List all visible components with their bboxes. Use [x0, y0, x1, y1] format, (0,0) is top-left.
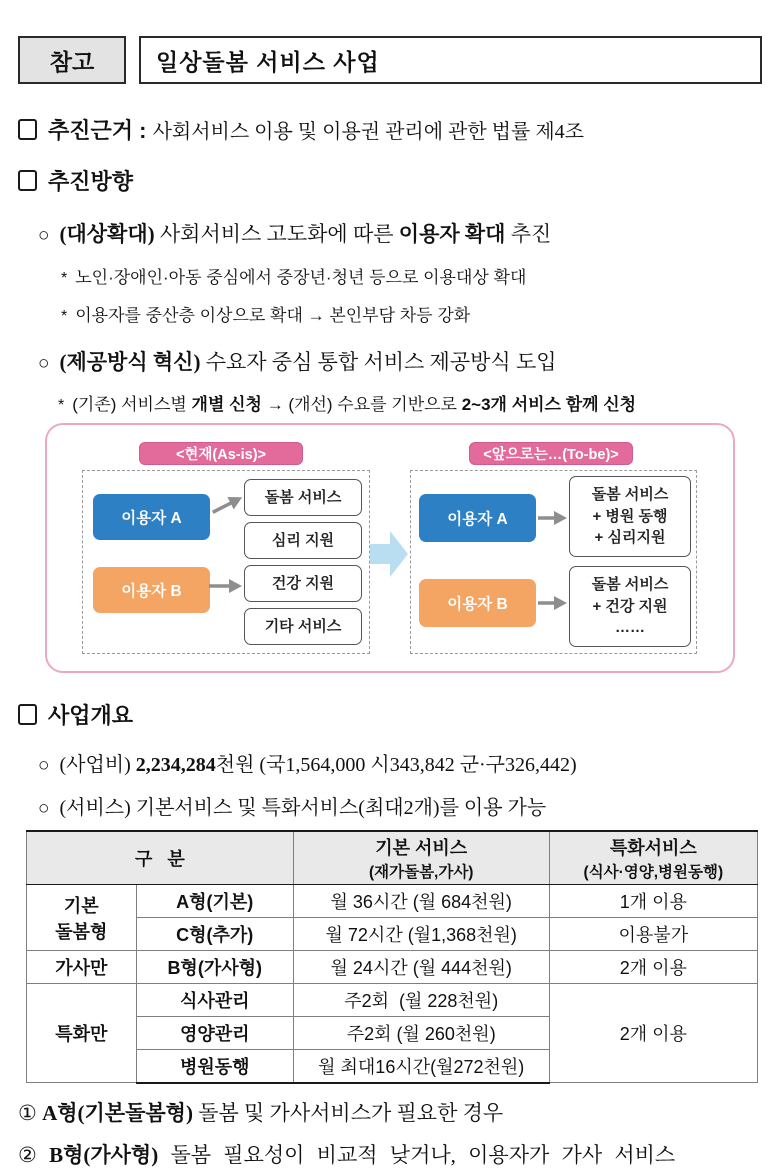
- asterisk-bullet-icon: *: [61, 270, 68, 287]
- text-segment: (서비스) 기본서비스 및 특화서비스(최대2개)를 이용 가능: [59, 797, 547, 819]
- right-arrow-icon: [209, 578, 243, 599]
- service-box-etc: 기타 서비스: [244, 608, 362, 645]
- table-row: [27, 984, 758, 1017]
- tobe-title-badge: <앞으로는…(To-be)>: [469, 442, 633, 465]
- circle-bullet-icon: ○: [38, 755, 50, 776]
- table-header-row: [27, 831, 758, 885]
- table-row: [27, 885, 758, 918]
- type-cell: C형(추가): [136, 918, 293, 951]
- checkbox-bullet-icon: [18, 704, 37, 725]
- expand-text: [59, 222, 551, 246]
- text-segment: (제공방식 혁신): [59, 350, 201, 374]
- service-box-care: 돌봄 서비스: [244, 479, 362, 516]
- service-bundle-b-box: [569, 566, 691, 647]
- bundle-line: + 심리지원: [594, 529, 666, 547]
- bundle-line: + 건강 지원: [592, 597, 668, 615]
- table-header: [27, 831, 758, 885]
- text-segment: 사회서비스 이용 및 이용권 관리에 관한 법률 제4조: [152, 121, 584, 143]
- overview-heading-text: [48, 699, 133, 730]
- header-special-line2: (식사·영양,병원동행): [583, 864, 724, 881]
- method-subnote: [58, 390, 762, 415]
- type-cell: B형(가사형): [136, 951, 293, 984]
- asis-panel: [82, 470, 370, 654]
- bundle-line: 돌봄 서비스: [591, 575, 669, 593]
- service-text: [59, 797, 546, 819]
- right-up-arrow-icon: [209, 487, 245, 528]
- basic-value-cell: 주2회 (월 228천원): [293, 984, 549, 1017]
- header-cell-category: 구 분: [27, 831, 294, 885]
- basic-value-cell: 주2회 (월 260천원): [293, 1017, 549, 1050]
- type-cell: 식사관리: [136, 984, 293, 1017]
- tobe-panel: [410, 470, 697, 654]
- header-cell-basic: [293, 831, 549, 885]
- text-segment: 추진방향: [48, 169, 134, 194]
- text-segment: 이용자를 중산층 이상으로 확대 → 본인부담 차등 강화: [75, 306, 471, 325]
- text-segment: 2~3개 서비스 함께 신청: [461, 395, 637, 414]
- special-value-cell: 2개 이용: [549, 951, 757, 984]
- header-basic-line1: 기본 서비스: [375, 838, 468, 858]
- service-price-table: [26, 830, 758, 1084]
- basic-value-cell: 월 36시간 (월 684천원): [293, 885, 549, 918]
- text-segment: 천원 (국1,564,000 시343,842 군·구326,442): [215, 754, 577, 776]
- direction-heading-text: [48, 165, 133, 196]
- checkbox-bullet-icon: [18, 170, 37, 191]
- user-a-box: 이용자 A: [419, 494, 536, 542]
- service-box-health: 건강 지원: [244, 565, 362, 602]
- header-cell-special: [549, 831, 757, 885]
- group-label-line: 돌봄형: [55, 921, 108, 942]
- right-arrow-icon: [538, 595, 568, 616]
- text-segment: 돌봄 필요성이 비교적 낮거나, 이용자가 가사 서비스: [158, 1142, 676, 1167]
- right-arrow-icon: [538, 510, 568, 531]
- asterisk-bullet-icon: *: [61, 308, 68, 325]
- text-segment: 사업개요: [48, 703, 134, 728]
- direction-item-method: [38, 346, 762, 376]
- group-label-line: 기본: [63, 895, 99, 916]
- header-special-line1: 특화서비스: [609, 838, 697, 858]
- method-text: [59, 350, 556, 374]
- expand-subnote-1: [61, 263, 762, 288]
- reference-tag: 참고: [18, 36, 126, 84]
- text-segment: 수요자 중심 통합 서비스 제공방식 도입: [200, 350, 557, 374]
- text-segment: ①: [18, 1100, 43, 1125]
- asis-title-badge: <현재(As-is)>: [139, 442, 303, 465]
- group-cell-special-only: 특화만: [27, 984, 137, 1083]
- text-segment: B형(가사형): [49, 1142, 159, 1167]
- document-header: [18, 36, 762, 84]
- text-segment: 개별 신청: [191, 395, 262, 414]
- bundle-line: ……: [615, 619, 645, 637]
- bundle-line: 돌봄 서비스: [591, 485, 669, 503]
- checkbox-bullet-icon: [18, 119, 37, 140]
- text-segment: ②: [18, 1142, 50, 1167]
- group-cell-basic-care: [27, 885, 137, 951]
- special-value-cell: 이용불가: [549, 918, 757, 951]
- expand-subnote-1-text: [75, 268, 526, 287]
- circle-bullet-icon: ○: [38, 225, 50, 246]
- budget-text: [59, 754, 576, 776]
- text-segment: (기존) 서비스별: [72, 395, 192, 414]
- expand-subnote-2-text: [75, 306, 470, 325]
- special-value-cell: 1개 이용: [549, 885, 757, 918]
- table-row: [27, 918, 758, 951]
- type-cell: A형(기본): [136, 885, 293, 918]
- expand-subnote-2: [61, 301, 762, 326]
- table-row: [27, 951, 758, 984]
- page-title: 일상돌봄 서비스 사업: [139, 36, 762, 84]
- bundle-line: + 병원 동행: [592, 507, 668, 525]
- method-subnote-text: [72, 395, 636, 414]
- service-bundle-a-box: [569, 476, 691, 557]
- user-a-box: 이용자 A: [93, 494, 210, 540]
- overview-item-service: [38, 791, 762, 820]
- basic-value-cell: 월 최대16시간(월272천원): [293, 1050, 549, 1083]
- footnote-type-b: [18, 1139, 762, 1169]
- basis-text: [48, 114, 584, 145]
- asis-tobe-diagram: [45, 423, 735, 673]
- service-box-psych: 심리 지원: [244, 522, 362, 559]
- text-segment: 돌봄 및 가사서비스가 필요한 경우: [192, 1100, 504, 1125]
- section-overview-heading: [18, 699, 762, 730]
- text-segment: 2,234,284: [135, 754, 216, 776]
- user-b-box: 이용자 B: [419, 579, 536, 627]
- text-segment: 이용자 확대: [398, 222, 506, 246]
- basic-value-cell: 월 24시간 (월 444천원): [293, 951, 549, 984]
- direction-item-expand: [38, 218, 762, 248]
- circle-bullet-icon: ○: [38, 353, 50, 374]
- user-b-box: 이용자 B: [93, 567, 210, 613]
- text-segment: 노인·장애인·아동 중심에서 중장년·청년 등으로 이용대상 확대: [75, 268, 527, 287]
- text-segment: (사업비): [59, 754, 136, 776]
- header-basic-line2: (재가돌봄,가사): [368, 864, 474, 881]
- circle-bullet-icon: ○: [38, 798, 50, 819]
- type-cell: 병원동행: [136, 1050, 293, 1083]
- group-cell-housework: 가사만: [27, 951, 137, 984]
- text-segment: 추진근거 :: [48, 118, 153, 143]
- text-segment: 추진: [505, 222, 552, 246]
- basic-value-cell: 월 72시간 (월1,368천원): [293, 918, 549, 951]
- text-segment: → (개선) 수요를 기반으로: [261, 395, 462, 414]
- text-segment: (대상확대): [59, 222, 155, 246]
- asterisk-bullet-icon: *: [58, 397, 65, 414]
- type-cell: 영양관리: [136, 1017, 293, 1050]
- section-basis: [18, 114, 762, 145]
- big-transition-arrow-icon: [370, 531, 408, 582]
- footnote-type-a: [18, 1097, 762, 1127]
- text-segment: A형(기본돌봄형): [42, 1100, 193, 1125]
- section-direction-heading: [18, 165, 762, 196]
- special-value-cell: 2개 이용: [549, 984, 757, 1083]
- overview-item-budget: [38, 748, 762, 777]
- text-segment: 사회서비스 고도화에 따른: [154, 222, 399, 246]
